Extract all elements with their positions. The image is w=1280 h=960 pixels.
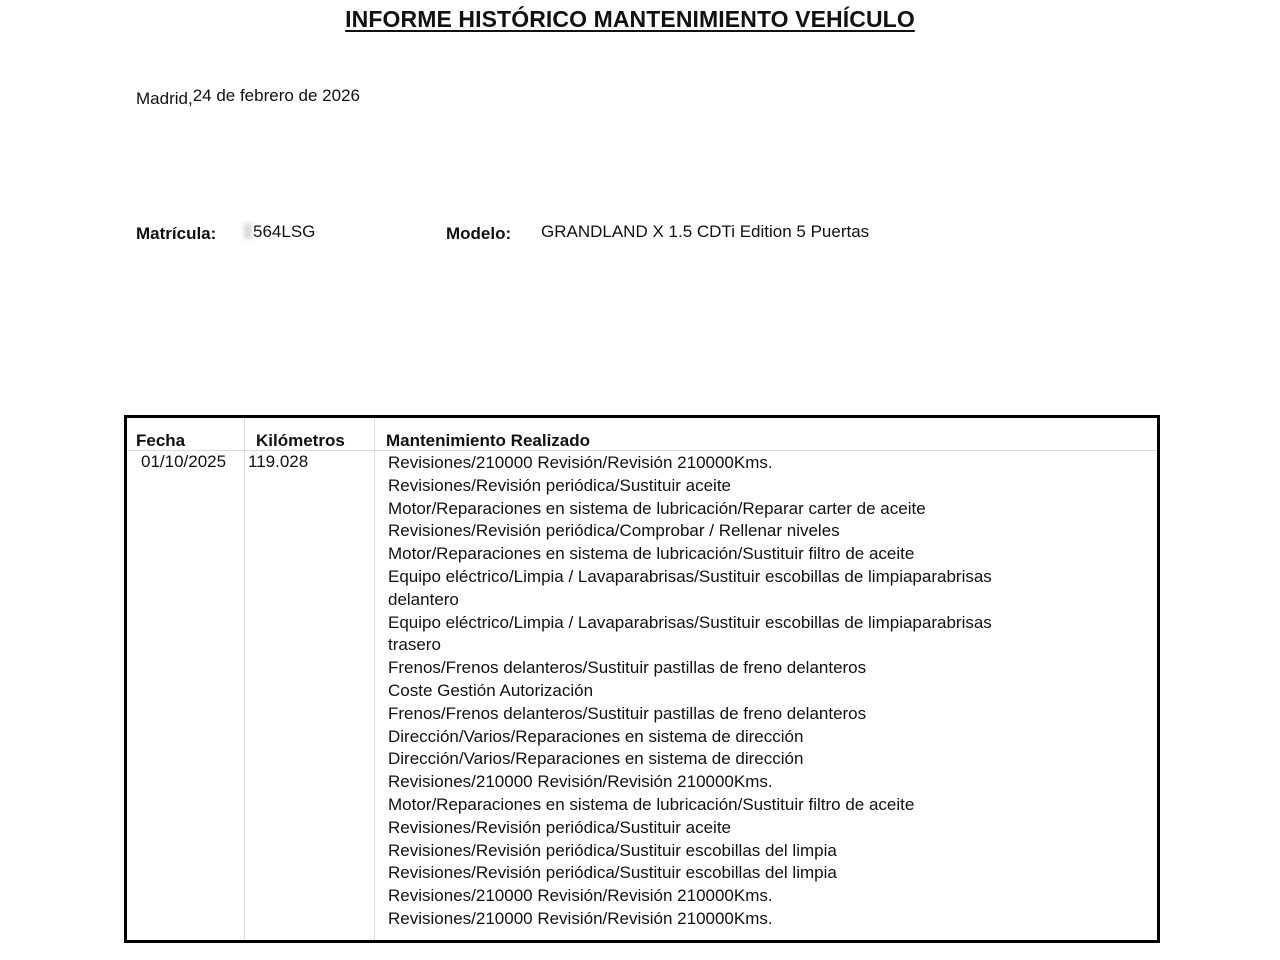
list-item: Revisiones/Revisión periódica/Sustituir aceite [388,817,731,837]
list-item: Coste Gestión Autorización [388,680,594,700]
list-item: Revisiones/Revisión periódica/Sustituir escobillas del limpia [388,840,837,860]
list-item: Revisiones/Revisión periódica/Sustituir escobillas del limpia [388,863,837,883]
plate-value: 564LSG [253,222,316,241]
report-place: Madrid, [136,89,193,108]
list-item: Equipo eléctrico/Limpia / Lavaparabrisas/Sustituir escobillas de limpiaparabrisas trasero [388,612,992,655]
maintenance-table [124,415,1160,943]
list-item: Revisiones/Revisión periódica/Comprobar / Rellenar niveles [388,521,840,541]
row-km: 119.028 [248,452,309,471]
list-item: Revisiones/210000 Revisión/Revisión 210000Kms. [388,453,773,472]
maintenance-list [388,452,1028,931]
report-date: 24 de febrero de 2026 [192,86,360,105]
list-item: Revisiones/210000 Revisión/Revisión 210000Kms. [388,886,773,906]
header-km: Kilómetros [256,431,345,450]
list-item: Revisiones/210000 Revisión/Revisión 210000Kms. [388,908,773,928]
list-item: Dirección/Varios/Reparaciones en sistema de dirección [388,726,804,746]
column-divider [374,418,375,940]
list-item: Motor/Reparaciones en sistema de lubricación/Sustituir filtro de aceite [388,794,915,814]
column-divider [244,418,245,940]
plate-field [244,222,315,242]
report-title: INFORME HISTÓRICO MANTENIMIENTO VEHÍCULO [345,6,915,32]
place-date-line [136,86,360,106]
list-item: Motor/Reparaciones en sistema de lubricación/Sustituir filtro de aceite [388,544,915,564]
list-item: Revisiones/210000 Revisión/Revisión 210000Kms. [388,772,773,792]
list-item: Revisiones/Revisión periódica/Sustituir aceite [388,475,731,495]
list-item: Dirección/Varios/Reparaciones en sistema de dirección [388,749,804,769]
model-value: GRANDLAND X 1.5 CDTi Edition 5 Puertas [541,222,870,241]
model-label: Modelo: [446,224,512,243]
header-work: Mantenimiento Realizado [386,431,591,450]
plate-label: Matrícula: [136,224,217,243]
header-date: Fecha [136,431,186,450]
list-item: Frenos/Frenos delanteros/Sustituir pastillas de freno delanteros [388,703,867,723]
list-item: Frenos/Frenos delanteros/Sustituir pastillas de freno delanteros [388,658,867,678]
list-item: Motor/Reparaciones en sistema de lubricación/Reparar carter de aceite [388,498,926,518]
list-item: Equipo eléctrico/Limpia / Lavaparabrisas/Sustituir escobillas de limpiaparabrisas delantero [388,566,992,609]
redaction-blur [244,223,252,239]
row-date: 01/10/2025 [141,452,227,471]
